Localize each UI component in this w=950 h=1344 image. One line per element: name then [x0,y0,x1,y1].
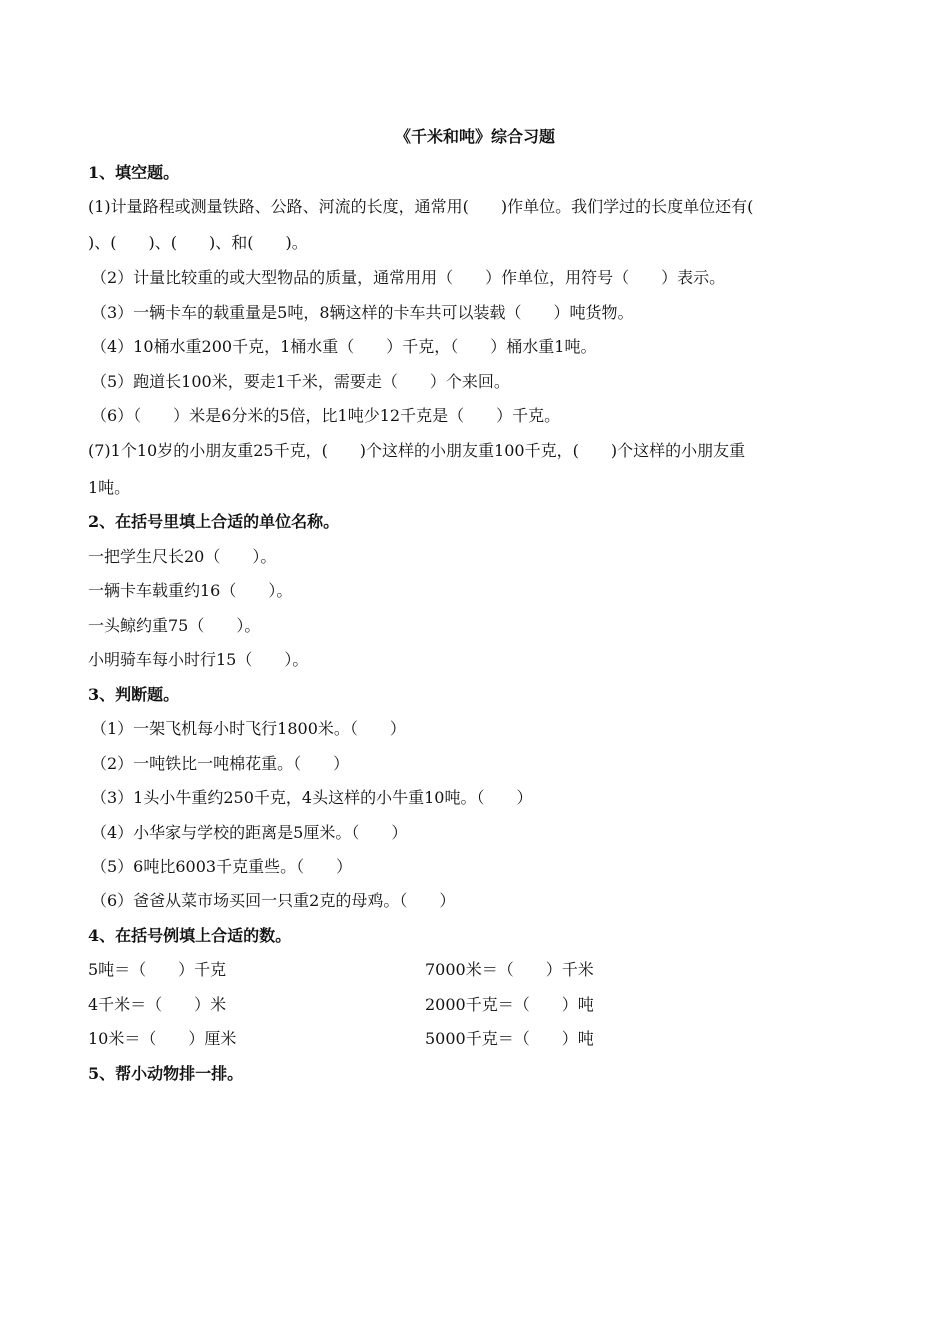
worksheet-title: 《千米和吨》综合习题 [394,127,555,146]
section-3-heading: 3、判断题。 [88,685,180,704]
s2-item: 小明骑车每小时行15（ ）。 [88,650,309,669]
s1-question-1-line-2: )、( )、( )、和( )。 [88,233,308,252]
section-5-heading: 5、帮小动物排一排。 [88,1064,244,1083]
s2-item: 一把学生尺长20（ ）。 [88,547,277,566]
s4-right-item: 5000千克＝（ ）吨 [425,1029,594,1048]
s4-right-item: 2000千克＝（ ）吨 [425,995,594,1014]
s1-question-7-line-1: (7)1个10岁的小朋友重25千克，( )个这样的小朋友重100千克，( )个这样的小朋友重 [88,441,746,460]
s3-item: （4）小华家与学校的距离是5厘米。（ ） [91,823,408,842]
s2-item: 一头鲸约重75（ ）。 [88,616,261,635]
s3-item: （2）一吨铁比一吨棉花重。（ ） [91,754,350,773]
s1-question-4: （4）10桶水重200千克，1桶水重（ ）千克，（ ）桶水重1吨。 [91,337,597,356]
s4-left-item: 10米＝（ ）厘米 [88,1029,237,1048]
s4-left-item: 5吨＝（ ）千克 [88,960,227,979]
s1-question-3: （3）一辆卡车的载重量是5吨，8辆这样的卡车共可以装载（ ）吨货物。 [91,303,634,322]
s1-question-5: （5）跑道长100米，要走1千米，需要走（ ）个来回。 [91,372,510,391]
s3-item: （1）一架飞机每小时飞行1800米。（ ） [91,719,406,738]
s4-left-item: 4千米＝（ ）米 [88,995,227,1014]
s3-item: （6）爸爸从菜市场买回一只重2克的母鸡。（ ） [91,891,456,910]
s3-item: （3）1头小牛重约250千克，4头这样的小牛重10吨。（ ） [91,788,533,807]
s3-item: （5）6吨比6003千克重些。（ ） [91,857,353,876]
s1-question-7-line-2: 1吨。 [88,478,131,497]
section-2-heading: 2、在括号里填上合适的单位名称。 [88,512,340,531]
section-1-heading: 1、填空题。 [88,163,180,182]
s4-right-item: 7000米＝（ ）千米 [425,960,594,979]
s1-question-6: （6）（ ）米是6分米的5倍，比1吨少12千克是（ ）千克。 [91,406,561,425]
s2-item: 一辆卡车载重约16（ ）。 [88,581,293,600]
s1-question-2: （2）计量比较重的或大型物品的质量，通常用用（ ）作单位，用符号（ ）表示。 [91,268,726,287]
section-4-heading: 4、在括号例填上合适的数。 [88,926,292,945]
s1-question-1-line-1: (1)计量路程或测量铁路、公路、河流的长度，通常用( )作单位。我们学过的长度单位还有( [88,197,754,216]
